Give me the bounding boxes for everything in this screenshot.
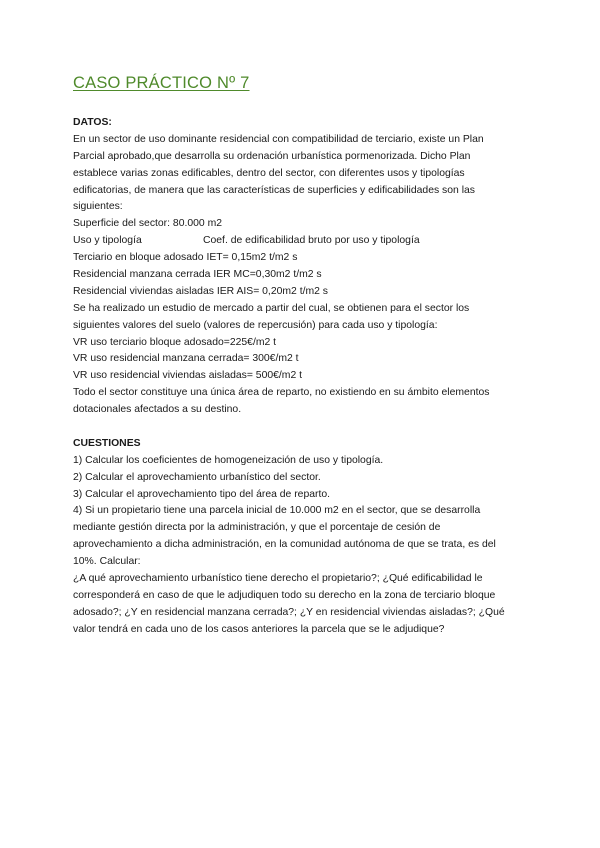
blank-line bbox=[73, 419, 533, 436]
valor-line: VR uso terciario bloque adosado=225€/m2 t bbox=[73, 336, 277, 348]
intro-line: Parcial aprobado,que desarrolla su ordenación urbanística pormenorizada. Dicho Plan bbox=[73, 150, 471, 162]
cuestion-line: 2) Calcular el aprovechamiento urbanístico del sector. bbox=[73, 471, 321, 483]
valor-line: VR uso residencial viviendas aisladas= 500€/m2 t bbox=[73, 370, 303, 382]
intro-line: edificatorias, de manera que las características de superficies y edificabilidades son las bbox=[73, 184, 475, 196]
cuestion-line: corresponderá en caso de que le adjudiquen todo su derecho en la zona de terciario bloque bbox=[73, 589, 496, 601]
intro-line: establece varias zonas edificables, dentro del sector, con diferentes usos y tipologías bbox=[73, 167, 465, 179]
table-header-coef: Coef. de edificabilidad bruto por uso y tipología bbox=[203, 235, 420, 247]
valor-line: VR uso residencial manzana cerrada= 300€/m2 t bbox=[73, 353, 299, 365]
estudio-line: siguientes valores del suelo (valores de repercusión) para cada uso y tipología: bbox=[73, 319, 438, 331]
area-reparto-line: Todo el sector constituye una única área de reparto, no existiendo en su ámbito elementos bbox=[73, 387, 490, 399]
intro-line: siguientes: bbox=[73, 201, 123, 213]
datos-heading: DATOS: bbox=[73, 117, 112, 128]
document-title: CASO PRÁCTICO Nº 7 bbox=[73, 74, 250, 92]
cuestion-line: 1) Calcular los coeficientes de homogeneización de uso y tipología. bbox=[73, 454, 384, 466]
estudio-line: Se ha realizado un estudio de mercado a partir del cual, se obtienen para el sector los bbox=[73, 302, 470, 314]
cuestion-line: adosado?; ¿Y en residencial manzana cerrada?; ¿Y en residencial viviendas aisladas?; ¿Qué bbox=[73, 606, 505, 618]
coeficiente-line: Residencial manzana cerrada IER MC=0,30m2 t/m2 s bbox=[73, 269, 322, 281]
cuestiones-heading: CUESTIONES bbox=[73, 437, 141, 449]
coeficiente-line: Residencial viviendas aisladas IER AIS= 0,20m2 t/m2 s bbox=[73, 285, 328, 297]
cuestion-line: 3) Calcular el aprovechamiento tipo del área de reparto. bbox=[73, 488, 331, 500]
intro-line: En un sector de uso dominante residencial con compatibilidad de terciario, existe un Plan bbox=[73, 133, 484, 145]
superficie-line: Superficie del sector: 80.000 m2 bbox=[73, 218, 223, 230]
area-reparto-line: dotacionales afectados a su destino. bbox=[73, 404, 242, 416]
cuestion-line: aprovechamiento a dicha administración, en la comunidad autónoma de que se trata, es del bbox=[73, 539, 496, 551]
cuestion-line: mediante gestión directa por la administración, y que el porcentaje de cesión de bbox=[73, 522, 441, 534]
table-header-uso: Uso y tipología bbox=[73, 235, 142, 247]
coeficiente-line: Terciario en bloque adosado IET= 0,15m2 t/m2 s bbox=[73, 252, 298, 264]
cuestion-line: ¿A qué aprovechamiento urbanístico tiene derecho el propietario?; ¿Qué edificabilidad le bbox=[73, 573, 483, 585]
document-body bbox=[73, 115, 533, 639]
cuestion-line: 4) Si un propietario tiene una parcela inicial de 10.000 m2 en el sector, que se desarrolla bbox=[73, 505, 481, 517]
table-header-line bbox=[73, 233, 533, 250]
cuestion-line: valor tendrá en cada uno de los casos anteriores la parcela que se le adjudique? bbox=[73, 623, 445, 635]
cuestion-line: 10%. Calcular: bbox=[73, 556, 141, 568]
